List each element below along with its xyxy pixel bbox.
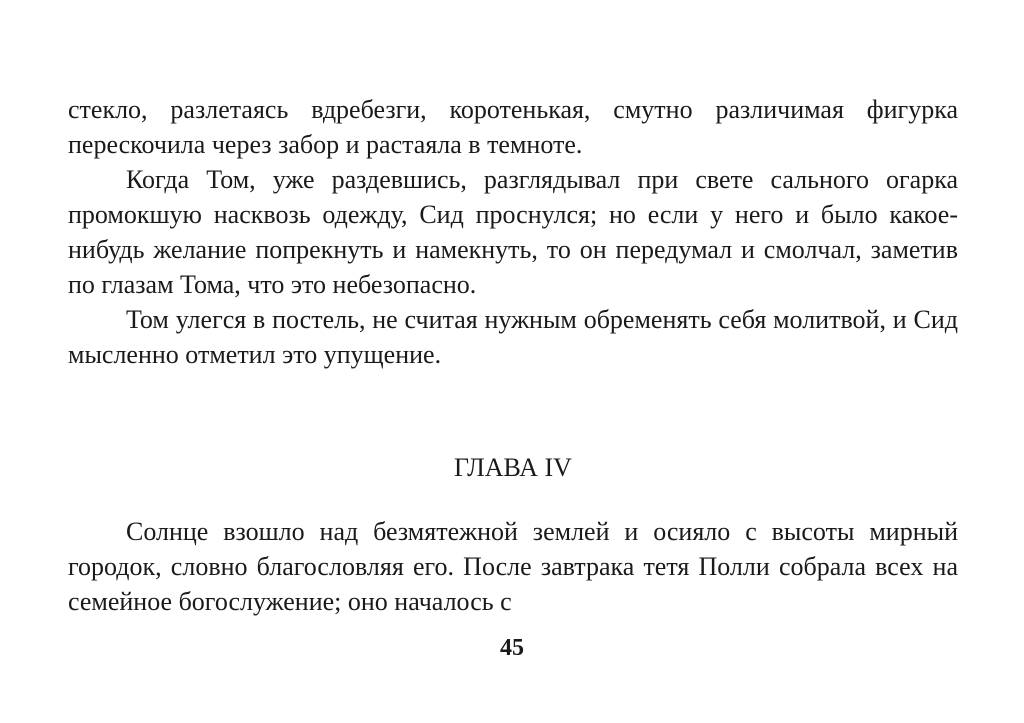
page-body-after [68,514,958,619]
page-body [68,92,958,372]
paragraph-tom-undressing: Когда Том, уже раздевшись, разглядывал при свете сального огарка промокшую насквозь одежду, Сид проснулся; но если у него и было какое-нибудь желание попрекнуть и намекнуть, то он передумал и смолчал, заметив по глазам Тома, что это небезопасно. [68,165,958,299]
paragraph-tom-bed: Том улегся в постель, не считая нужным обременять себя молитвой, и Сид мысленно отметил это упущение. [68,305,958,369]
page-number: 45 [500,635,524,661]
paragraph-continuation: стекло, разлетаясь вдребезги, коротенькая, смутно различимая фигурка перескочила через забор и растаяла в темноте. [68,95,958,159]
paragraph-sunrise: Солнце взошло над безмятежной землей и осияло с высоты мирный городок, словно благословляя его. После завтрака тетя Полли собрала всех на семейное богослужение; оно началось с [68,517,958,616]
chapter-title: ГЛАВА IV [454,453,572,482]
